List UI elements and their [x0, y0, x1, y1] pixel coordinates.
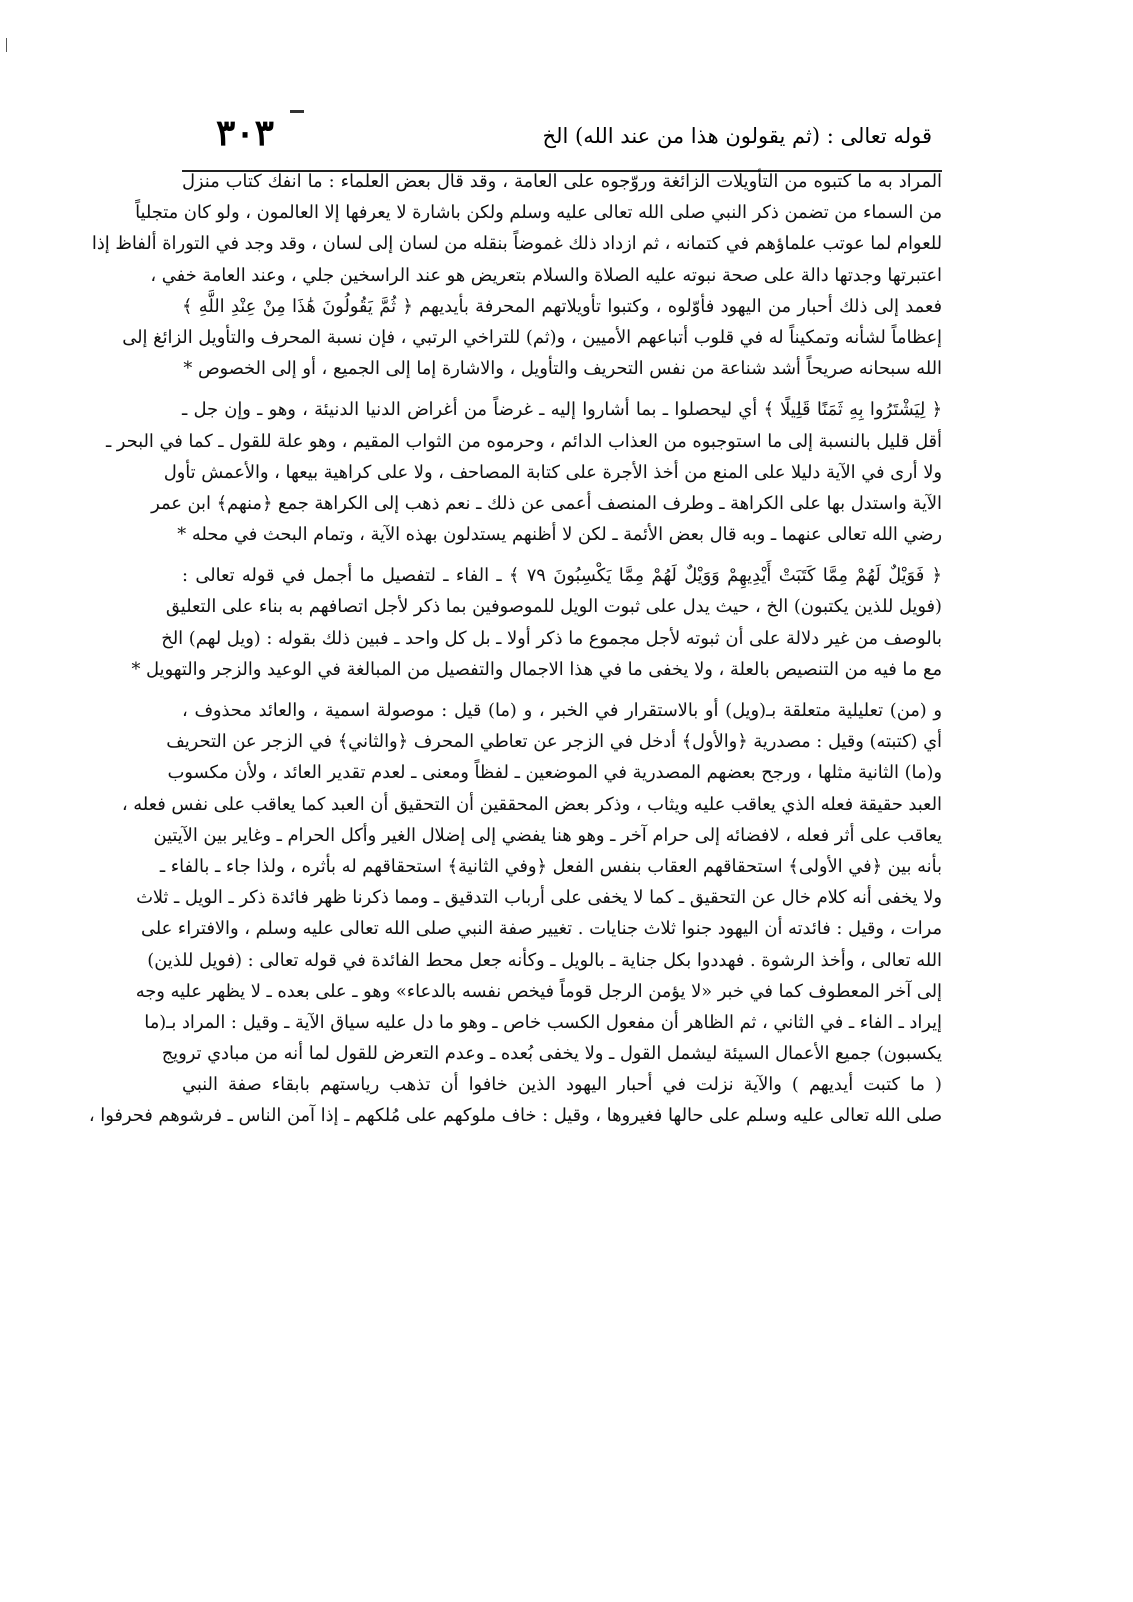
page-header	[182, 110, 942, 158]
text-line: رضي الله تعالى عنهما ـ وبه قال بعض الأئمة ـ لكن لا أظنهم يستدلون بهذه الآية ، وتمام البحث في محله *	[177, 524, 942, 546]
text-line: يعاقب على أثر فعله ، لافضائه إلى حرام آخر ـ وهو هنا يفضي إلى إضلال الغير وأكل الحرام ـ وغاير بين الآيتين	[153, 824, 942, 846]
book-page	[88, 96, 942, 1496]
text-line: ولا يخفى أنه كلام خال عن التحقيق ـ كما لا يخفى على أرباب التدقيق ـ ومما ذكرنا ظهر فائدة ذكر ـ الويل ـ ثلاث	[136, 887, 942, 909]
paragraph	[131, 560, 942, 685]
paragraph	[91, 166, 942, 384]
text-line: ( ما كتبت أيديهم ) والآية نزلت في أحبار اليهود الذين خافوا أن تذهب رياستهم بابقاء صفة النبي	[182, 1074, 942, 1096]
text-line: مع ما فيه من التنصيص بالعلة ، ولا يخفى ما في هذا الاجمال والتفصيل من المبالغة في الوعيد والزجر والتهويل *	[131, 658, 942, 680]
page-number: ٣٠٣	[216, 112, 275, 154]
text-line: (فويل للذين يكتبون) الخ ، حيث يدل على ثبوت الويل للموصوفين بما ذكر لأجل اتصافهم به بناء على التعليق	[165, 596, 942, 618]
text-line: صلى الله تعالى عليه وسلم على حالها فغيروها ، وقيل : خاف ملوكهم على مُلكهم ـ إذا آمن الناس ـ فرشوهم فحرفوا ،	[88, 1105, 942, 1127]
text-line: اعتبرتها وجدتها دالة على صحة نبوته عليه الصلاة والسلام بتعريض هو عند الراسخين جلي ، وعند العامة خفي ،	[150, 264, 942, 286]
text-line: للعوام لما عوتب علماؤهم في كتمانه ، ثم ازداد ذلك غموضاً بنقله من لسان إلى لسان ، وقد وجد في التوراة ألفاظ إذا	[91, 233, 942, 255]
text-line: العبد حقيقة فعله الذي يعاقب عليه ويثاب ، وذكر بعض المحققين أن التحقيق أن العبد كما يعاقب على نفس فعله ،	[121, 793, 942, 815]
paragraph	[105, 394, 942, 550]
text-line: المراد به ما كتبوه من التأويلات الزائغة وروّجوه على العامة ، وقد قال بعض العلماء : ما انفك كتاب منزل	[182, 171, 942, 192]
text-line: بأنه بين ﴿في الأولى﴾ استحقاقهم العقاب بنفس الفعل ﴿وفي الثانية﴾ استحقاقهم له بأثره ، ولذا جاء ـ بالفاء ـ	[159, 855, 942, 877]
paragraph	[88, 695, 942, 1132]
text-line: ﴿ فَوَيْلٌ لَهُمْ مِمَّا كَتَبَتْ أَيْدِيهِمْ وَوَيْلٌ لَهُمْ مِمَّا يَكْسِبُونَ ٧٩ ﴾ ـ الفاء ـ لتفصيل ما أجمل في قوله تعالى :	[182, 565, 942, 587]
text-line: إعظاماً لشأنه وتمكيناً له في قلوب أتباعهم الأميين ، و(ثم) للتراخي الرتبي ، فإن نسبة المحرف والتأويل الزائغ إلى	[122, 326, 942, 348]
text-line: إلى آخر المعطوف كما في خبر «لا يؤمن الرجل قوماً فيخص نفسه بالدعاء» وهو ـ على بعده ـ لا يظهر عليه وجه	[135, 980, 942, 1002]
text-line: الآية واستدل بها على الكراهة ـ وطرف المنصف أعمى عن ذلك ـ نعم ذهب إلى الكراهة جمع ﴿منهم﴾ ابن عمر	[151, 492, 942, 514]
margin-mark	[6, 38, 7, 52]
running-title: قوله تعالى : (ثم يقولون هذا من عند الله) الخ	[542, 124, 932, 148]
text-line: فعمد إلى ذلك أحبار من اليهود فأوّلوه ، وكتبوا تأويلاتهم المحرفة بأيديهم ﴿ ثُمَّ يَقُولُونَ هَٰذَا مِنْ عِنْدِ اللَّهِ ﴾	[182, 295, 942, 317]
text-line: يكسبون) جميع الأعمال السيئة ليشمل القول ـ ولا يخفى بُعده ـ وعدم التعرض للقول لما أنه من مبادي ترويج	[161, 1043, 942, 1065]
text-line: بالوصف من غير دلالة على أن ثبوته لأجل مجموع ما ذكر أولا ـ بل كل واحد ـ فبين ذلك بقوله : (ويل لهم) الخ	[161, 627, 942, 649]
text-line: من السماء من تضمن ذكر النبي صلى الله تعالى عليه وسلم ولكن باشارة لا يعرفها إلا العالمون ، ولو كان متجلياً	[135, 202, 942, 224]
page-body	[88, 166, 942, 1136]
text-line: ﴿ لِيَشْتَرُوا بِهِ ثَمَنًا قَلِيلًا ﴾ أي ليحصلوا ـ بما أشاروا إليه ـ غرضاً من أغراض الدنيا الدنيئة ، وهو ـ وإن جل ـ	[182, 399, 942, 421]
text-line: أي (كتبته) وقيل : مصدرية ﴿والأول﴾ أدخل في الزجر عن تعاطي المحرف ﴿والثاني﴾ في الزجر عن التحريف	[166, 731, 942, 753]
text-line: مرات ، وقيل : فائدته أن اليهود جنوا ثلاث جنايات . تغيير صفة النبي صلى الله تعالى عليه وسلم ، والافتراء على	[140, 918, 942, 940]
text-line: و (من) تعليلية متعلقة بـ(ويل) أو بالاستقرار في الخبر ، و (ما) قيل : موصولة اسمية ، والعائد محذوف ،	[182, 700, 942, 721]
text-line: و(ما) الثانية مثلها ، ورجح بعضهم المصدرية في الموضعين ـ لفظاً ومعنى ـ لعدم تقدير العائد ، ولأن مكسوب	[167, 762, 942, 784]
page-number-mark	[290, 110, 304, 113]
text-line: إيراد ـ الفاء ـ في الثاني ، ثم الظاهر أن مفعول الكسب خاص ـ وهو ما دل عليه سياق الآية ـ وقيل : المراد بـ(ما	[144, 1011, 942, 1033]
text-line: ولا أرى في الآية دليلا على المنع من أخذ الأجرة على كتابة المصاحف ، ولا على كراهية بيعها ، والأعمش تأول	[163, 461, 942, 483]
text-line: أقل قليل بالنسبة إلى ما استوجبوه من العذاب الدائم ، وحرموه من الثواب المقيم ، وهو علة للقول ـ كما في البحر ـ	[105, 430, 942, 452]
text-line: الله سبحانه صريحاً أشد شناعة من نفس التحريف والتأويل ، والاشارة إما إلى الجميع ، أو إلى الخصوص *	[183, 358, 942, 380]
text-line: الله تعالى ، وأخذ الرشوة . فهددوا بكل جناية ـ بالويل ـ وكأنه جعل محط الفائدة في قوله تعالى : (فويل للذين)	[147, 949, 942, 971]
